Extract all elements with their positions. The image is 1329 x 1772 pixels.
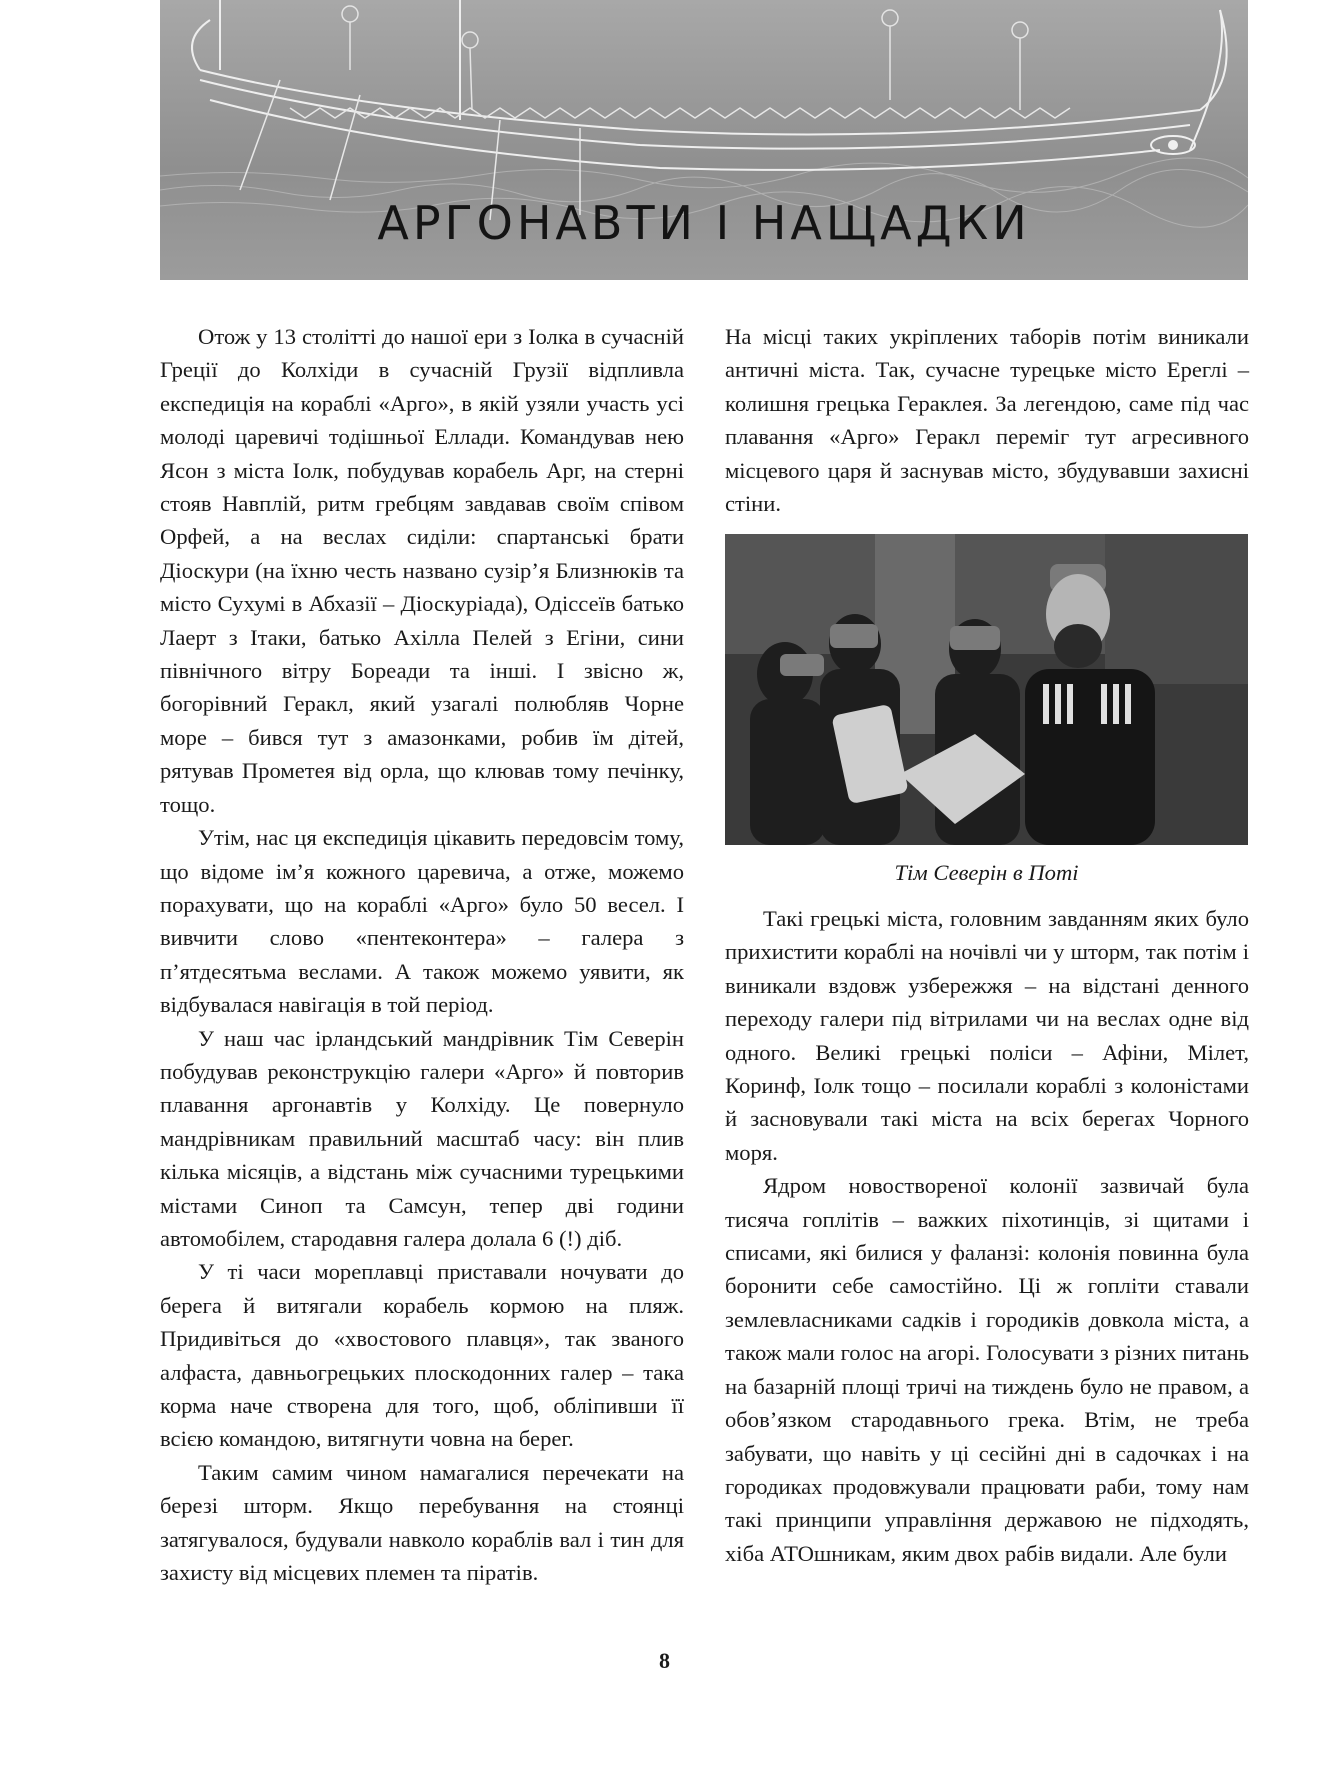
right-text-column-bottom [725,902,1249,1570]
page-number: 8 [659,1648,670,1673]
chapter-title: АРГОНАВТИ І НАЩАДКИ [377,196,1031,250]
paragraph: Утім, нас ця експедиція цікавить передовсім тому, що відоме ім’я кожного царевича, а отже, можемо порахувати, що на кораблі «Арго» було 50 весел. І вивчити слово «пентеконтера» – галера з п’ятдесятьма веслами. А також можемо уявити, як відбувалася навігація в той період. [160,825,684,1018]
right-text-column-top [725,320,1249,520]
paragraph: Отож у 13 столітті до нашої ери з Іолка в сучасній Греції до Колхіди в сучасній Грузії відпливла експедиція на кораблі «Арго», в якій узяли участь усі молоді царевичі тодішньої Еллади. Командував нею Ясон з міста Іолк, побудував корабель Арг, на стерні стояв Навплій, ритм гребцям завдавав своїм співом Орфей, а на веслах сиділи: спартанські брати Діоскури (на їхню честь названо сузір’я Близнюків та місто Сухумі в Абхазії – Діоскуріада), Одіссеїв батько Лаерт з Ітаки, батько Ахілла Пелей з Егіни, сини північного вітру Бореади та інші. І звісно ж, богорівний Геракл, який узагалі полюбляв Чорне море – бився тут з амазонками, робив їм дітей, рятував Прометея від орла, що клював тому печінку, тощо. [160,324,684,817]
paragraph: У наш час ірландський мандрівник Тім Северін побудував реконструкцію галери «Арго» й повторив плавання аргонавтів у Колхіду. Це повернуло мандрівникам правильний масштаб часу: він плив кілька місяців, а відстань між сучасними турецькими містами Синоп та Самсун, тепер дві години автомобілем, стародавня галера долала 6 (!) діб. [160,1025,684,1251]
left-text-column [160,320,684,1589]
paragraph: Такі грецькі міста, головним завданням яких було прихистити кораблі на ночівлі чи у шторм, так потім і виникали вздовж узбережжя – на відстані денного переходу галери під вітрилами чи на веслах одне від одного. Великі грецькі поліси – Афіни, Мілет, Коринф, Іолк тощо – посилали кораблі з колоністами й засновували такі міста на всіх берегах Чорного моря. [725,906,1249,1165]
paragraph: Таким самим чином намагалися перечекати на березі шторм. Якщо перебування на стоянці затягувалося, будували навколо кораблів вал і тин для захисту від місцевих племен та піратів. [160,1459,684,1586]
paragraph: У ті часи мореплавці приставали ночувати до берега й витягали корабель кормою на пляж. Придивіться до «хвостового плавця», так званого алфаста, давньогрецьких плоскодонних галер – така корма наче створена для того, щоб, обліпивши її всією командою, витягнути човна на берег. [160,1259,684,1452]
header-banner [160,0,1248,280]
paragraph: На місці таких укріплених таборів потім виникали античні міста. Так, сучасне турецьке місто Ерeглі – колишня грецька Гераклея. За легендою, саме під час плавання «Арго» Геракл переміг тут агресивного місцевого царя й заснував місто, збудувавши захисні стіни. [725,324,1249,517]
photo-caption: Тім Северін в Поті [894,860,1079,885]
photo-tim-severin [725,534,1248,845]
paragraph: Ядром новоствореної колонії зазвичай була тисяча гоплітів – важких піхотинців, зі щитами і списами, які билися у фаланзі: колонія повинна була боронити себе самостійно. Ці ж гопліти ставали землевласниками садків і городиків довкола міста, а також мали голос на агорі. Голосувати з різних питань на базарній площі тричі на тиждень було не правом, а обов’язком стародавнього грека. Втім, не треба забувати, що навіть у ці сесійні дні в садочках і на городиках продовжували працювати раби, тому нам такі принципи управління державою не підходять, хіба АТОшникам, яким двох рабів видали. Але були [725,1173,1249,1566]
photo-image [725,534,1248,845]
